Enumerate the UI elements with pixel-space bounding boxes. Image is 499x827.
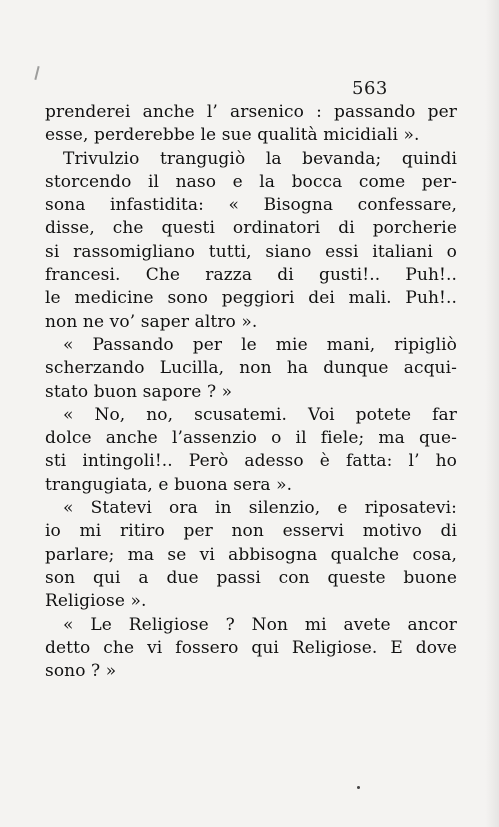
margin-mark xyxy=(34,66,39,80)
ink-speck xyxy=(357,786,360,789)
text-line: non ne vo’ saper altro ». xyxy=(45,311,258,332)
text-line: « Passando per le mie mani, ripigliò xyxy=(63,334,457,355)
text-line: parlare; ma se vi abbisogna qualche cosa, xyxy=(45,544,457,565)
text-line: Trivulzio trangugiò la bevanda; quindi xyxy=(63,148,457,169)
text-line: si rassomigliano tutti, siano essi italiani o xyxy=(45,241,457,262)
body-text xyxy=(45,101,457,683)
text-line: dolce anche l’assenzio o il fiele; ma que- xyxy=(45,428,457,449)
text-line: prenderei anche l’ arsenico : passando per xyxy=(45,102,457,122)
page-number: 563 xyxy=(352,78,388,99)
text-line: detto che vi fossero qui Religiose. E dove xyxy=(45,637,457,658)
text-line: io mi ritiro per non esservi motivo di xyxy=(45,521,457,542)
text-line: stato buon sapore ? » xyxy=(45,381,233,402)
text-line: disse, che questi ordinatori di porcherie xyxy=(45,218,457,239)
text-line: sona infastidita: « Bisogna confessare, xyxy=(45,195,457,216)
text-line: « No, no, scusatemi. Voi potete far xyxy=(63,404,457,425)
text-line: scherzando Lucilla, non ha dunque acqui- xyxy=(45,358,457,379)
text-line: esse, perderebbe le sue qualità micidiali ». xyxy=(45,125,420,146)
text-line: son qui a due passi con queste buone xyxy=(45,567,457,588)
text-line: storcendo il naso e la bocca come per- xyxy=(45,171,457,192)
text-line: sono ? » xyxy=(45,661,117,682)
text-line: trangugiata, e buona sera ». xyxy=(45,474,293,495)
text-line: francesi. Che razza di gusti!.. Puh!.. xyxy=(45,265,457,286)
text-line: sti intingoli!.. Però adesso è fatta: l’ ho xyxy=(45,451,457,472)
text-line: « Le Religiose ? Non mi avete ancor xyxy=(63,614,457,635)
text-line: Religiose ». xyxy=(45,591,147,612)
text-line: le medicine sono peggiori dei mali. Puh!.. xyxy=(45,288,457,309)
text-line: « Statevi ora in silenzio, e riposatevi: xyxy=(63,498,457,519)
